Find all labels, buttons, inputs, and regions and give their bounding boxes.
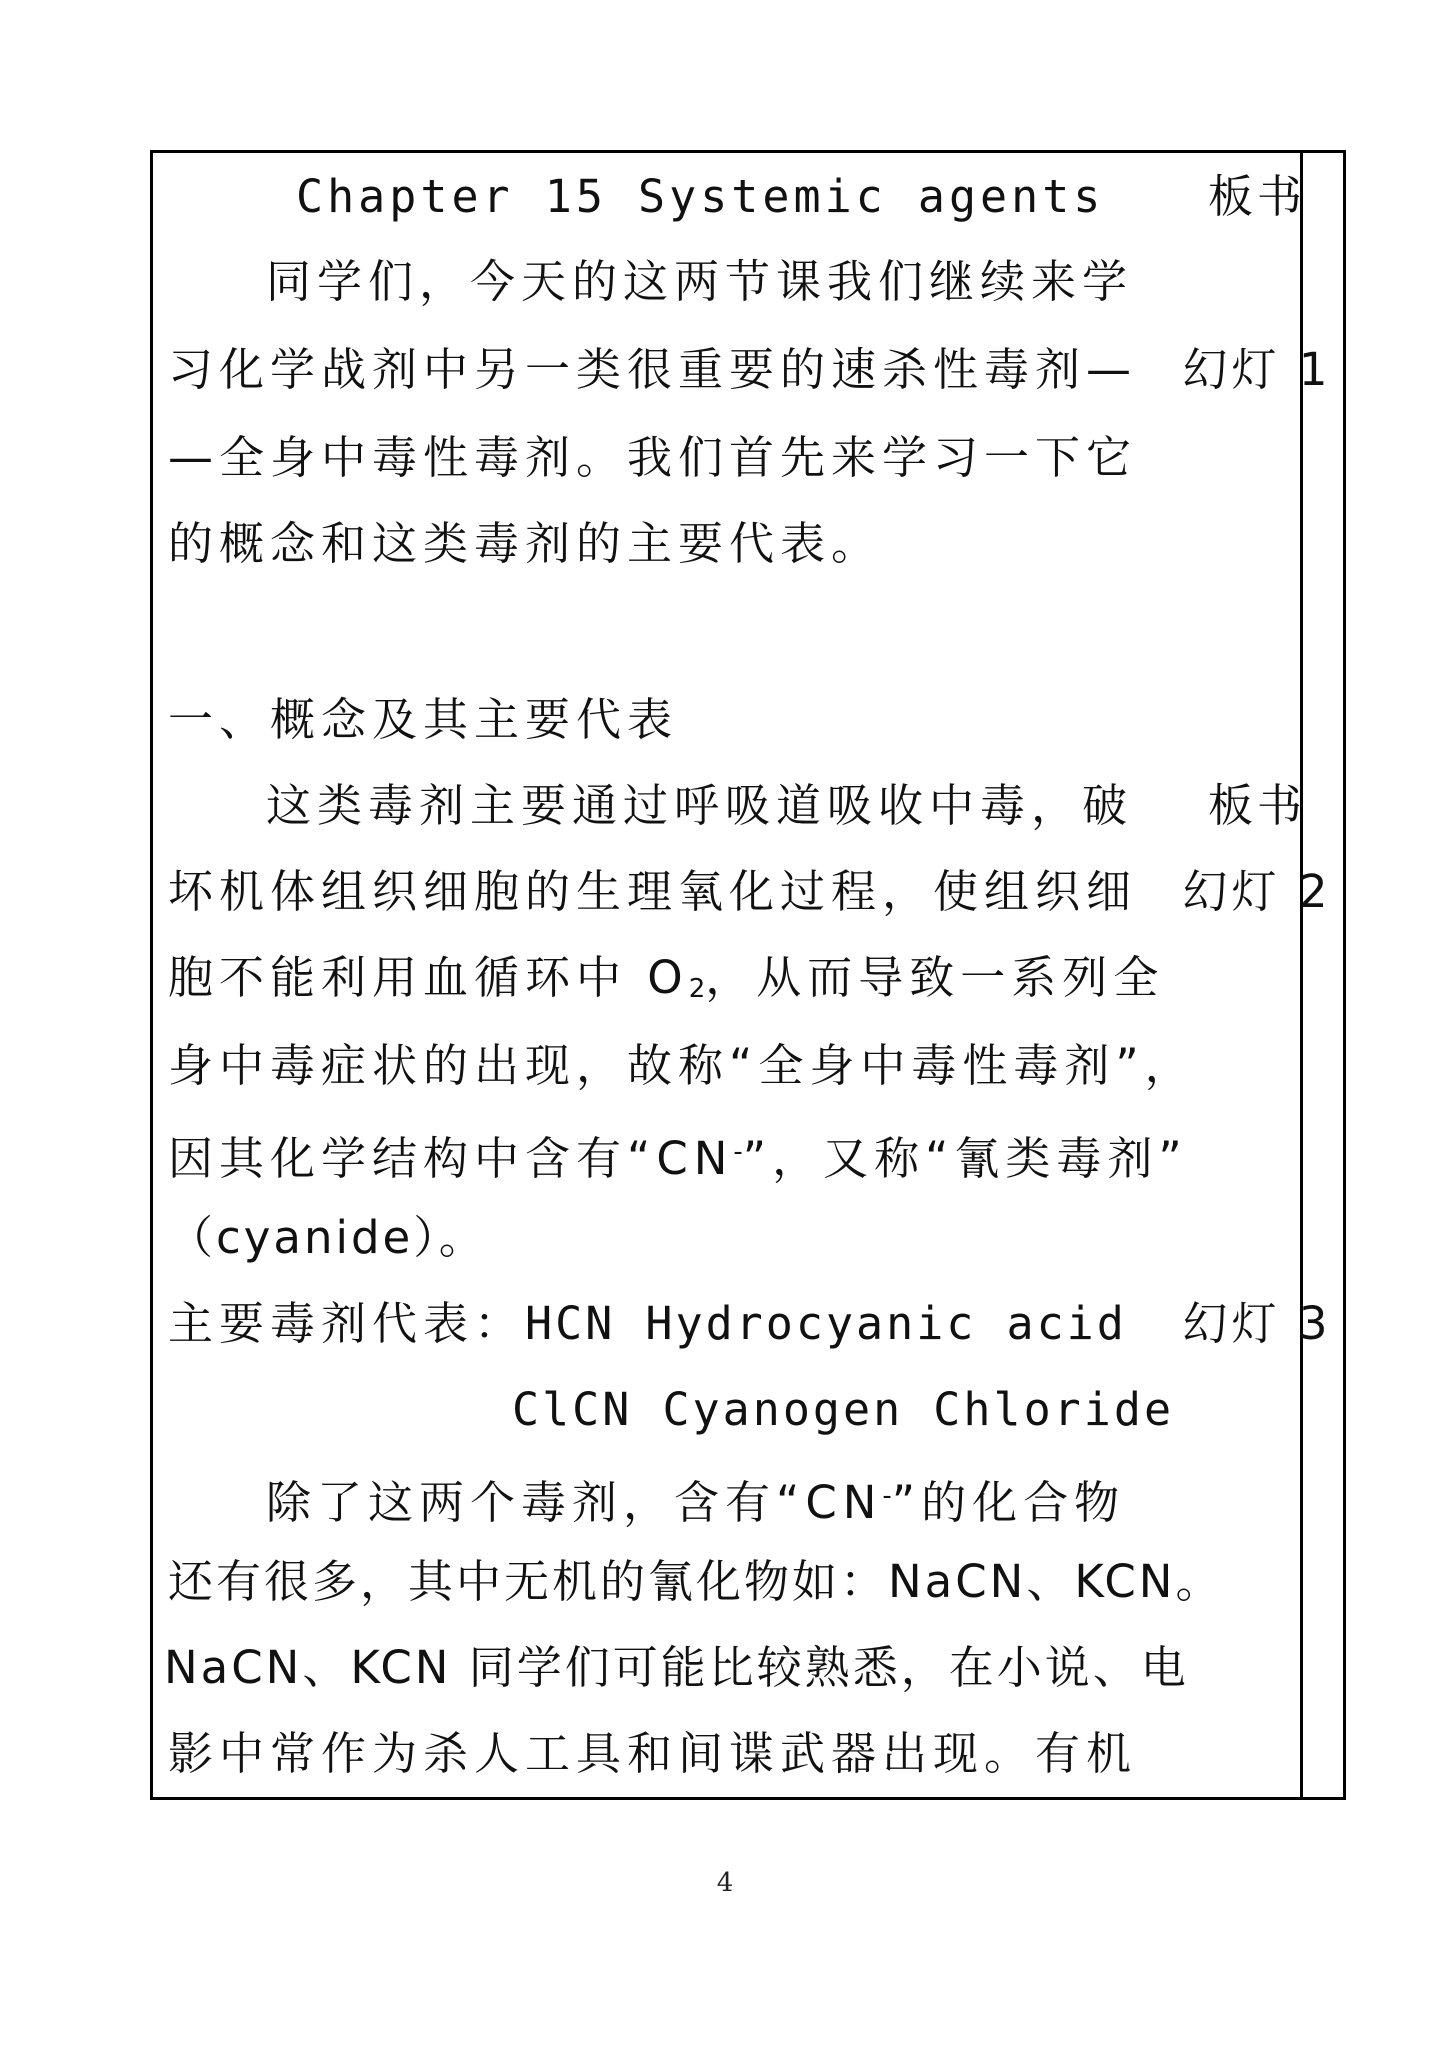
section-line-5-text: 因其化学结构中含有“CN	[168, 1132, 734, 1185]
cn-superscript-2: -	[882, 1481, 892, 1511]
section-line-4: 身中毒症状的出现，故称“全身中毒性毒剂”，	[168, 1039, 1196, 1092]
note-banshu-1: 板书	[1207, 170, 1306, 223]
section-heading: 一、概念及其主要代表	[168, 693, 679, 746]
intro-line-3: —全身中毒性毒剂。我们首先来学习一下它	[168, 431, 1138, 484]
closing-line-2: 还有很多，其中无机的氰化物如：NaCN、KCN。	[168, 1555, 1224, 1608]
chapter-title: Chapter 15 Systemic agents	[296, 170, 1105, 223]
page-number: 4	[716, 1868, 734, 1898]
section-line-3-text: 胞不能利用血循环中 O	[168, 951, 689, 1004]
closing-line-3: NaCN、KCN 同学们可能比较熟悉，在小说、电	[164, 1641, 1189, 1694]
closing-line-1	[266, 1466, 1125, 1533]
note-banshu-2: 板书	[1207, 779, 1306, 832]
agent-clcn: ClCN Cyanogen Chloride	[512, 1383, 1175, 1436]
section-line-2: 坏机体组织细胞的生理氧化过程，使组织细	[168, 865, 1138, 918]
oxygen-subscript: 2	[688, 974, 706, 1004]
section-line-5	[168, 1122, 1188, 1189]
closing-line-4: 影中常作为杀人工具和间谍武器出现。有机	[168, 1727, 1138, 1780]
section-line-3-tail: ，从而导致一系列全	[705, 951, 1165, 1004]
intro-line-2: 习化学战剂中另一类很重要的速杀性毒剂—	[168, 343, 1138, 396]
intro-line-1: 同学们，今天的这两节课我们继续来学	[266, 255, 1134, 308]
section-line-5-tail: ”，又称“氰类毒剂”	[742, 1132, 1188, 1185]
section-line-1: 这类毒剂主要通过呼吸道吸收中毒，破	[266, 779, 1134, 832]
closing-line-1-text: 除了这两个毒剂，含有“CN	[266, 1476, 883, 1529]
closing-line-1-tail: ”的化合物	[891, 1476, 1126, 1529]
agent-hcn: HCN Hydrocyanic acid	[525, 1297, 1127, 1350]
note-slide-1: 幻灯 1	[1182, 343, 1332, 396]
agents-row	[168, 1294, 1127, 1354]
intro-line-4: 的概念和这类毒剂的主要代表。	[168, 517, 883, 570]
agents-label: 主要毒剂代表：	[168, 1297, 526, 1350]
section-line-3	[168, 948, 1164, 1019]
note-slide-2: 幻灯 2	[1182, 865, 1332, 918]
note-slide-3: 幻灯 3	[1182, 1297, 1332, 1350]
cn-superscript: -	[733, 1137, 743, 1167]
section-line-6: （cyanide）。	[168, 1211, 487, 1264]
